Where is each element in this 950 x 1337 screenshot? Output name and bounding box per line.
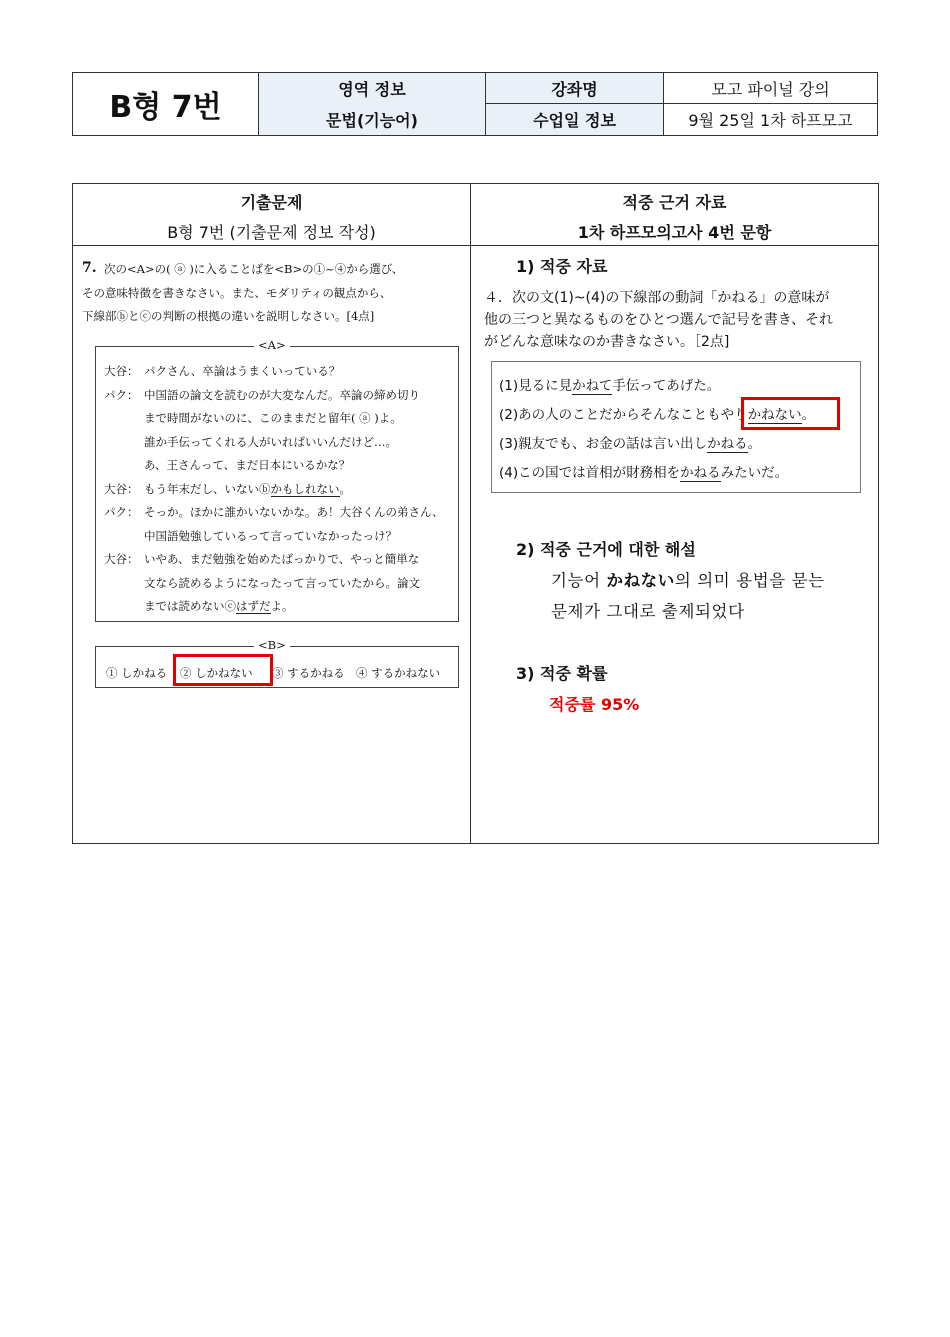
option-3: ③ するかねる (272, 666, 345, 680)
option-2: ② しかねない (180, 666, 253, 680)
header-divider (73, 245, 878, 246)
s2-bold: かねない (606, 571, 675, 590)
s2-pre: 기능어 (551, 571, 607, 590)
item-ul: かねる (707, 436, 748, 452)
dialog-line (144, 363, 340, 379)
dialog-text: もう年末だし、いないⓑ (144, 481, 271, 496)
question-line: その意味特徴を書きなさい。また、モダリティの観点から、 (82, 286, 392, 300)
item-post: 手伝ってあげた。 (612, 378, 721, 394)
dialog-text: あ、王さんって、まだ日本にいるかな？ (144, 458, 351, 472)
dialog-speaker: パク： (104, 505, 139, 519)
dialog-line (144, 528, 397, 544)
item-line (499, 461, 788, 481)
answer-highlight-right (741, 397, 840, 430)
dialog-line (144, 551, 419, 567)
section2-line1 (551, 567, 825, 591)
hit-rate: 적중률 95% (549, 695, 640, 714)
answer-highlight (173, 654, 273, 686)
section1-title: 1) 적중 자료 (516, 257, 608, 276)
question-line: 次の<A>の( ⓐ )に入ることばを<B>の①~④から選び、 (104, 262, 404, 276)
item-post: 。 (801, 407, 816, 423)
dialog-text: までは読めないⓒ (144, 599, 236, 613)
dialog-speaker: 大谷： (104, 364, 139, 378)
instruction-line: 他の三つと異なるものをひとつ選んで記号を書き、それ (484, 312, 834, 328)
item-post: 。 (747, 436, 762, 452)
dialog-line (144, 387, 420, 403)
underlined-text: はずだ (236, 599, 271, 613)
dialog-text: 中国語勉強しているって言っていなかったっけ？ (144, 528, 397, 543)
left-subheading: B형 7번 (기출문제 정보 작성) (167, 223, 376, 242)
dialog-speaker: パク： (104, 387, 139, 402)
item-pre: (1)見るに見 (499, 378, 573, 394)
question-line: 下線部ⓑとⓒの判断の根拠の違いを説明しなさい。[4点] (82, 309, 375, 323)
dialog-text: 中国語の論文を読むのが大変なんだ。卒論の締め切り (144, 387, 420, 402)
dialog-text: まで時間がないのに、このままだと留年( ⓐ )よ。 (144, 411, 402, 425)
item-pre: (3)親友でも、お金の話は言い出し (499, 436, 708, 452)
dialog-speaker: 大谷： (104, 481, 139, 496)
page-title: B형 7번 (73, 73, 259, 135)
dialog-line (144, 575, 420, 591)
section2-title: 2) 적중 근거에 대한 해설 (516, 540, 696, 559)
item-pre: (2)あの人のことだからそんなこともやり (499, 407, 748, 423)
header-table (72, 72, 878, 136)
course-label: 강좌명 (486, 73, 664, 104)
underlined-text: かもしれない (270, 481, 340, 496)
right-subheading: 1차 하프모의고사 4번 문항 (577, 223, 772, 242)
item-ul: かねて (572, 378, 613, 394)
dialog-line (144, 434, 397, 450)
dialog-box-a (95, 338, 459, 622)
dialog-text: いやあ、まだ勉強を始めたばっかりで、やっと簡単な (144, 552, 420, 566)
area-value: 문법(기능어) (259, 104, 486, 135)
option-4: ④ するかねない (356, 666, 441, 680)
dialog-text-after: 。 (339, 481, 351, 496)
instruction-line: ４．次の文(1)~(4)の下線部の動詞「かねる」の意味が (484, 290, 830, 306)
column-divider (470, 184, 471, 843)
item-post: みたいだ。 (720, 465, 789, 481)
dialog-text: 文なら読めるようになったって言っていたから。論文 (144, 575, 420, 590)
dialog-text-after: よ。 (270, 599, 294, 613)
date-value: 9월 25일 1차 하프모고 (688, 111, 853, 130)
s2-post: 의 의미 용법을 묻는 (674, 571, 825, 590)
box-b-label: <B> (254, 638, 290, 652)
item-line (499, 374, 720, 394)
instruction-line: がどんな意味なのか書きなさい。［2点] (484, 334, 730, 350)
dialog-speaker: 大谷： (104, 552, 139, 566)
section2-line2: 문제가 그대로 출제되었다 (551, 602, 745, 621)
dialog-text: そっか。ほかに誰かいないかな。あ！大谷くんの弟さん、 (144, 505, 444, 519)
dialog-line (144, 598, 294, 614)
area-label: 영역 정보 (259, 73, 486, 104)
dialog-text: パクさん、卒論はうまくいっている？ (144, 364, 341, 378)
left-heading: 기출문제 (240, 193, 303, 212)
item-pre: (4)この国では首相が財務相を (499, 465, 681, 481)
right-heading: 적중 근거 자료 (622, 193, 727, 212)
course-value: 모고 파이널 강의 (664, 73, 877, 104)
dialog-text: 誰か手伝ってくれる人がいればいいんだけど…。 (144, 434, 397, 449)
dialog-line (144, 481, 351, 497)
dialog-line (144, 410, 402, 426)
dialog-line (144, 504, 444, 520)
section3-title: 3) 적중 확률 (516, 664, 608, 683)
item-line (499, 432, 761, 452)
date-label: 수업일 정보 (486, 104, 664, 135)
question-number: 7. (82, 260, 97, 276)
option-1: ① しかねる (106, 666, 168, 680)
item-ul: かねる (680, 465, 721, 481)
box-a-label: <A> (254, 338, 290, 352)
item-ul: かねない (747, 407, 802, 423)
options-box-b (95, 638, 459, 688)
dialog-line (144, 457, 350, 473)
